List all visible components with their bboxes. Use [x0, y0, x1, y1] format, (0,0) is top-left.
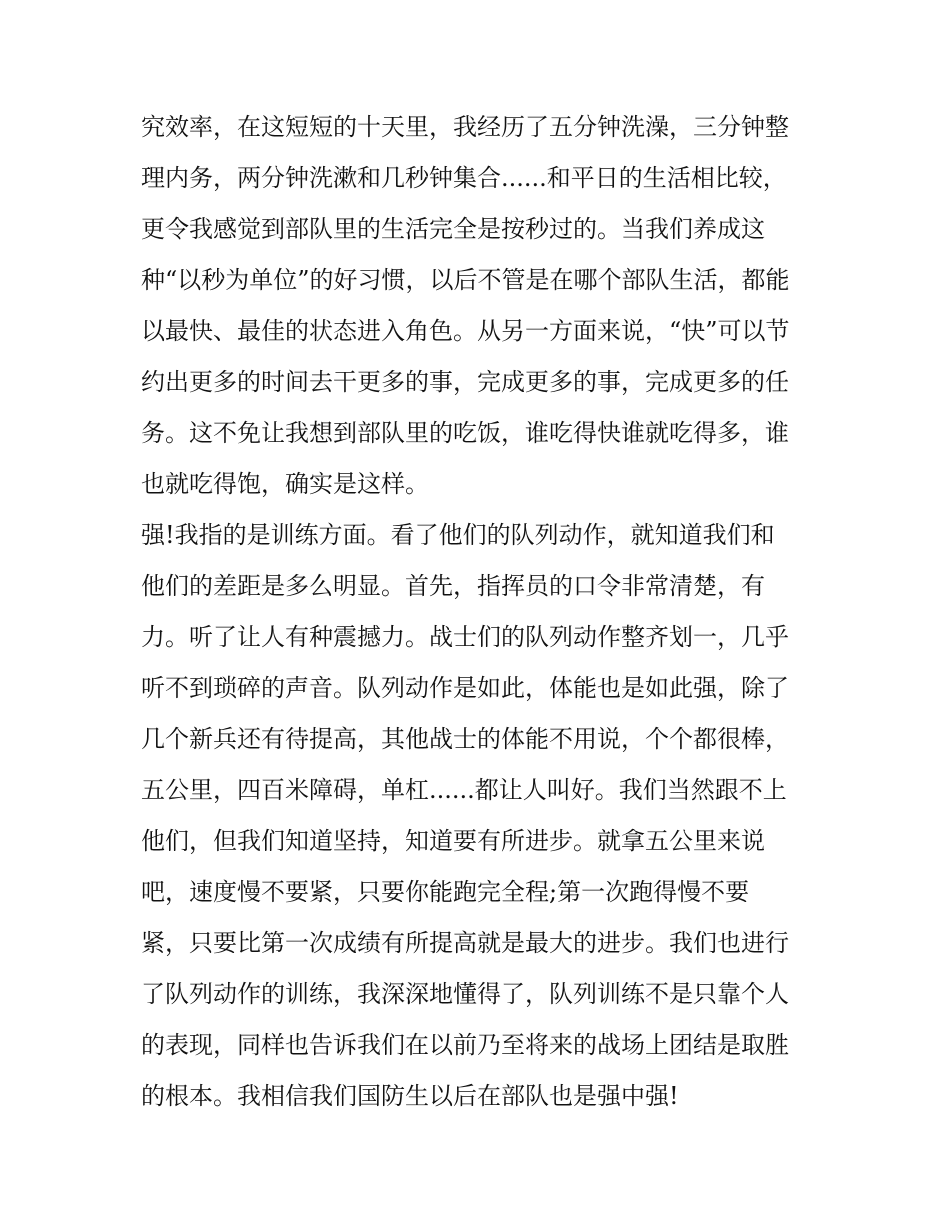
text-line: 紧，只要比第一次成绩有所提高就是最大的进步。我们也进行	[141, 929, 789, 957]
document-body	[141, 102, 821, 1122]
text-line: 吧，速度慢不要紧，只要你能跑完全程;第一次跑得慢不要	[141, 878, 750, 906]
text-line: 他们，但我们知道坚持，知道要有所进步。就拿五公里来说	[141, 827, 765, 855]
text-line: 更令我感觉到部队里的生活完全是按秒过的。当我们养成这	[141, 215, 765, 243]
text-line: 他们的差距是多么明显。首先，指挥员的口令非常清楚，有	[141, 572, 765, 600]
text-line: 强!我指的是训练方面。看了他们的队列动作，就知道我们和	[141, 521, 775, 549]
text-line: 务。这不免让我想到部队里的吃饭，谁吃得快谁就吃得多，谁	[141, 419, 789, 447]
text-line: 也就吃得饱，确实是这样。	[141, 470, 429, 498]
text-line: 了队列动作的训练，我深深地懂得了，队列训练不是只靠个人	[141, 980, 789, 1008]
text-line: 理内务，两分钟洗漱和几秒钟集合......和平日的生活相比较，	[141, 164, 787, 192]
text-line: 力。听了让人有种震撼力。战士们的队列动作整齐划一，几乎	[141, 623, 789, 651]
text-line: 种“以秒为单位”的好习惯，以后不管是在哪个部队生活，都能	[141, 266, 790, 294]
text-line: 几个新兵还有待提高，其他战士的体能不用说，个个都很棒，	[141, 725, 789, 753]
text-line: 以最快、最佳的状态进入角色。从另一方面来说，“快”可以节	[141, 317, 790, 345]
text-line: 究效率，在这短短的十天里，我经历了五分钟洗澡，三分钟整	[141, 113, 789, 141]
text-line: 五公里，四百米障碍，单杠......都让人叫好。我们当然跟不上	[141, 776, 787, 804]
text-line: 约出更多的时间去干更多的事，完成更多的事，完成更多的任	[141, 368, 789, 396]
text-line: 的表现，同样也告诉我们在以前乃至将来的战场上团结是取胜	[141, 1031, 789, 1059]
text-line: 听不到琐碎的声音。队列动作是如此，体能也是如此强，除了	[141, 674, 789, 702]
text-line: 的根本。我相信我们国防生以后在部队也是强中强!	[141, 1082, 679, 1110]
